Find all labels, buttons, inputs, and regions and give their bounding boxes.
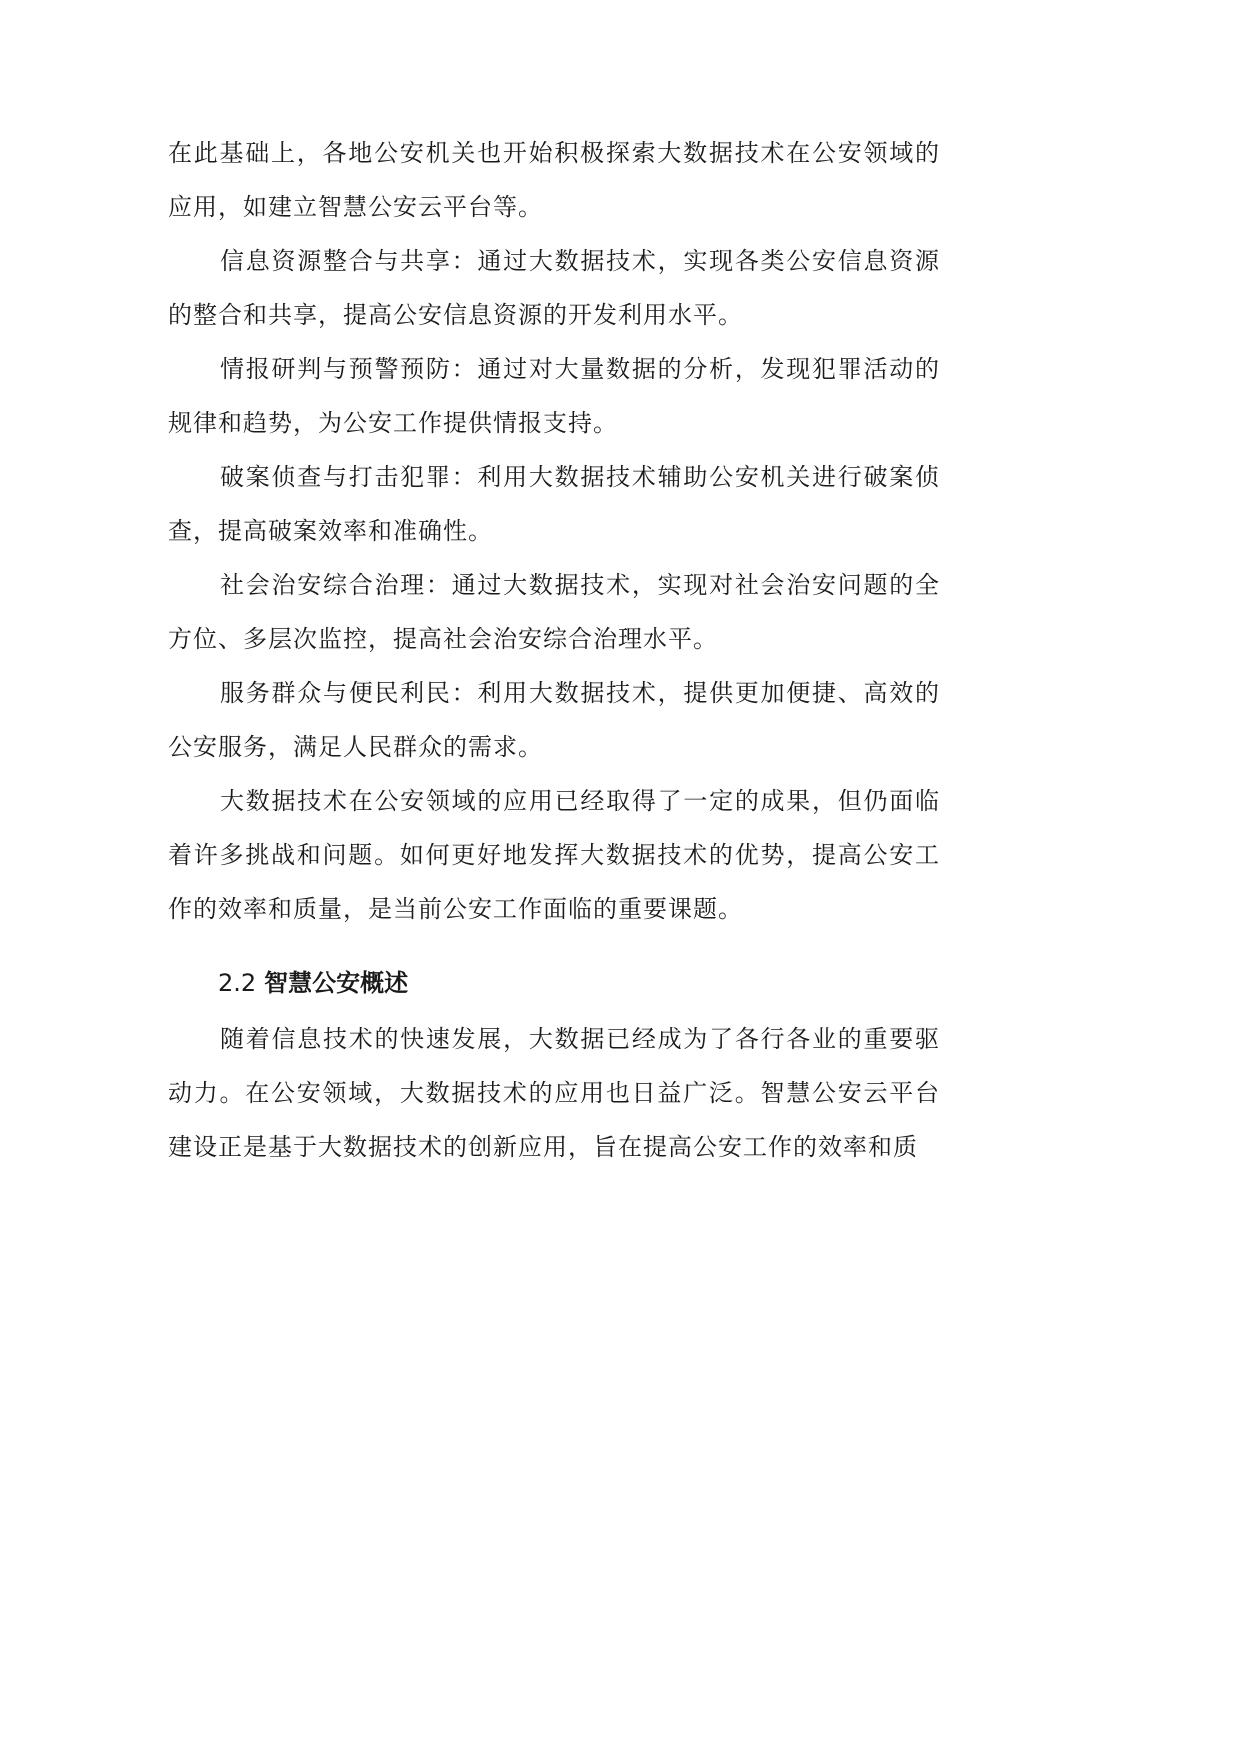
paragraph-smart-police-intro: 随着信息技术的快速发展，大数据已经成为了各行各业的重要驱动力。在公安领域，大数据技术的应用也日益广泛。智慧公安云平台建设正是基于大数据技术的创新应用，旨在提高公安工作的效率和质 <box>168 1025 940 1161</box>
paragraph-public-service: 服务群众与便民利民：利用大数据技术，提供更加便捷、高效的公安服务，满足人民群众的需求。 <box>168 679 940 761</box>
section-number: 2.2 <box>218 969 257 997</box>
section-title: 智慧公安概述 <box>264 969 409 997</box>
paragraph-challenges: 大数据技术在公安领域的应用已经取得了一定的成果，但仍面临着许多挑战和问题。如何更好地发挥大数据技术的优势，提高公安工作的效率和质量，是当前公安工作面临的重要课题。 <box>168 787 940 923</box>
paragraph-case-investigation: 破案侦查与打击犯罪：利用大数据技术辅助公安机关进行破案侦查，提高破案效率和准确性。 <box>168 463 940 545</box>
paragraph-intelligence-analysis: 情报研判与预警预防：通过对大量数据的分析，发现犯罪活动的规律和趋势，为公安工作提供情报支持。 <box>168 355 940 437</box>
paragraph-info-resource-sharing: 信息资源整合与共享：通过大数据技术，实现各类公安信息资源的整合和共享，提高公安信息资源的开发利用水平。 <box>168 247 940 329</box>
paragraph-continuation: 在此基础上，各地公安机关也开始积极探索大数据技术在公安领域的应用，如建立智慧公安云平台等。 <box>168 139 940 221</box>
page-body <box>168 126 940 1174</box>
paragraph-public-security-governance: 社会治安综合治理：通过大数据技术，实现对社会治安问题的全方位、多层次监控，提高社会治安综合治理水平。 <box>168 571 940 653</box>
section-heading <box>168 956 940 1010</box>
